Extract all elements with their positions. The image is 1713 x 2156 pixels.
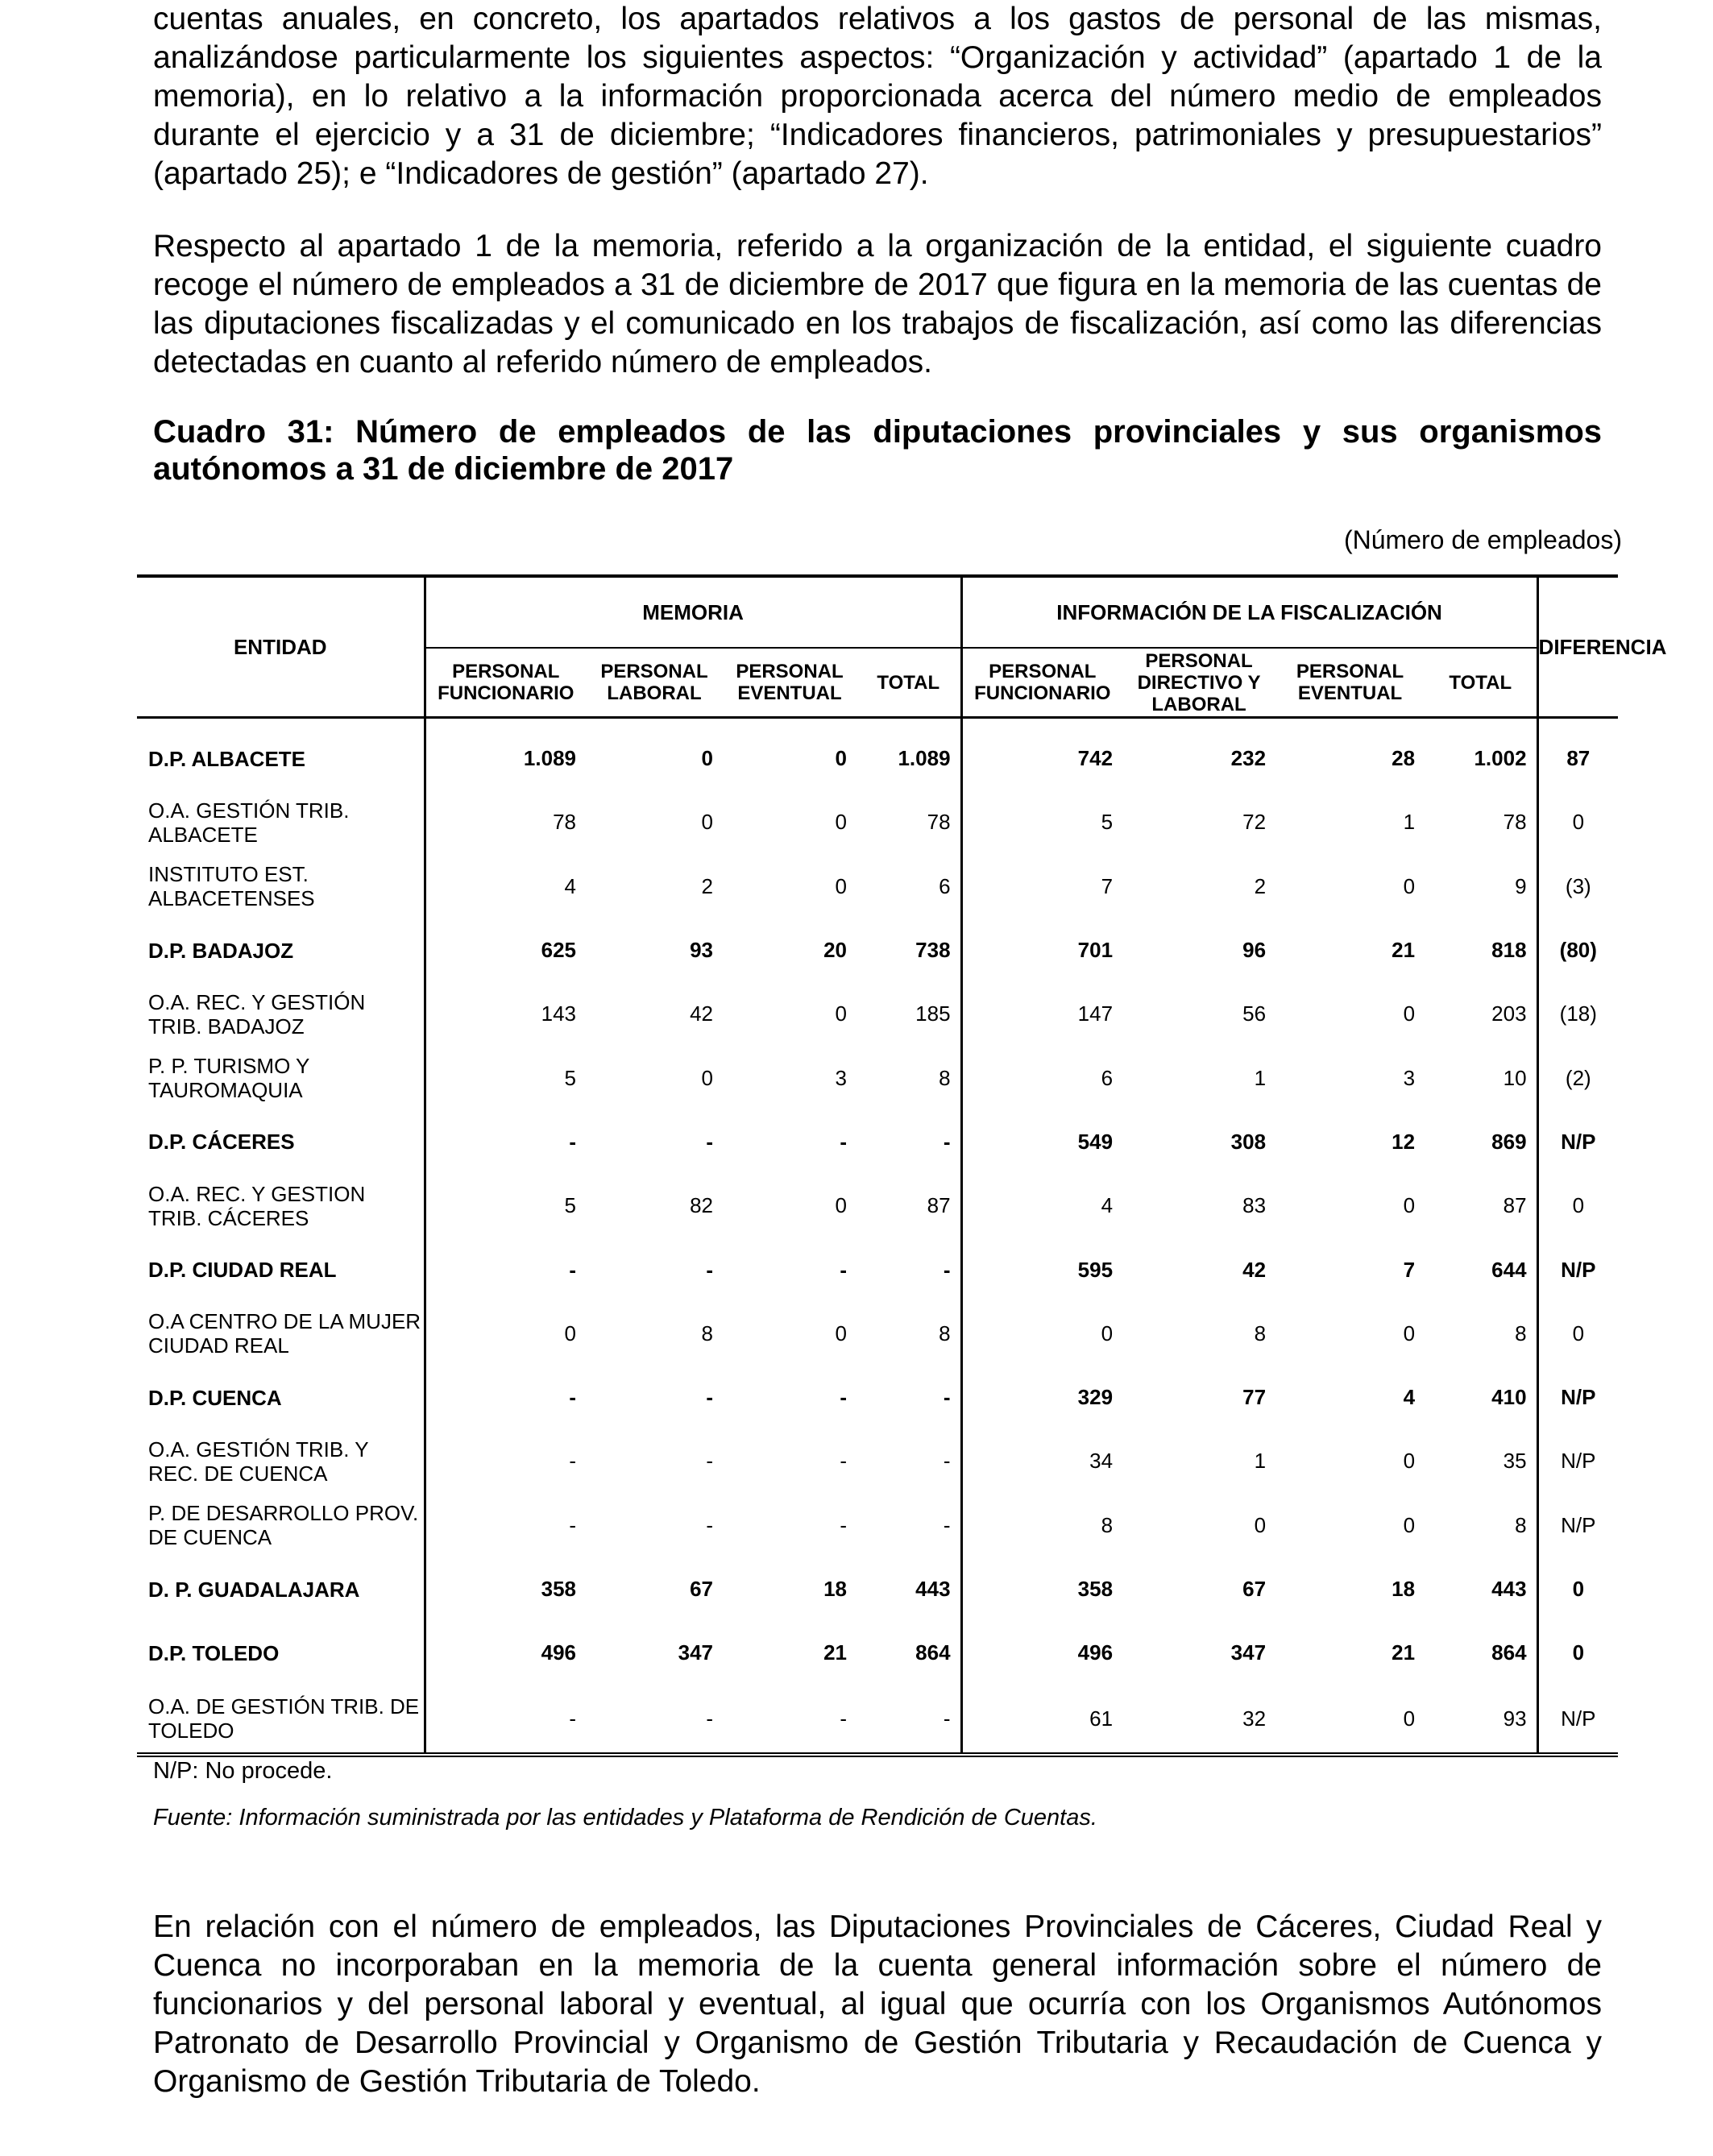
table-row (137, 918, 1618, 982)
cell-mem-laboral: 0 (701, 810, 713, 835)
cell-mem-eventual: - (840, 1512, 847, 1537)
cell-mem-laboral: - (706, 1129, 713, 1154)
cell-fis-funcionario: 595 (961, 1238, 1122, 1301)
cell-mem-total: 6 (939, 873, 951, 898)
cell-fis-funcionario: 329 (961, 1366, 1122, 1429)
np-note: N/P: No procede. (153, 1758, 333, 1784)
cell-diferencia: 0 (1537, 1174, 1618, 1238)
cell-mem-funcionario: 4 (425, 855, 586, 918)
cell-mem-funcionario: - (425, 1429, 586, 1493)
cell-fis-funcionario: 358 (961, 1557, 1122, 1621)
cell-fis-eventual: 4 (1403, 1385, 1416, 1410)
cell-diferencia: N/P (1537, 1110, 1618, 1174)
cell-fis-funcionario: 7 (961, 855, 1122, 918)
cell-fis-total: 9 (1515, 873, 1527, 898)
cell-fis-funcionario: 5 (961, 790, 1122, 854)
cell-fis-total: 1.002 (1474, 746, 1527, 771)
cell-fis-eventual: 12 (1392, 1129, 1416, 1154)
cell-mem-eventual: - (840, 1449, 847, 1474)
cell-mem-total: 443 (915, 1577, 951, 1601)
cell-mem-total: 8 (939, 1321, 951, 1345)
conclusion-paragraph: En relación con el número de empleados, las Diputaciones Provinciales de Cáceres, Ciudad Real y Cuenca no incorporaban en la memoria de la cuenta general información sobre el número de funcionarios y del personal laboral y eventual, al igual que ocurría con los Organismos Autónomos Patronato de Desarrollo Provincial y Organismo de Gestión Tributaria y Recaudación de Cuenca y Organismo de Gestión Tributaria de Toledo. (153, 1909, 1602, 2099)
cell-entidad: O.A CENTRO DE LA MUJER CIUDAD REAL (148, 1309, 421, 1358)
cell-entidad: P. P. TURISMO Y TAUROMAQUIA (148, 1054, 309, 1103)
cell-entidad: D.P. CÁCERES (148, 1130, 295, 1155)
cell-fis-total: 78 (1503, 810, 1527, 835)
cell-mem-funcionario: 496 (425, 1621, 586, 1685)
cell-diferencia: 0 (1537, 1302, 1618, 1366)
cell-mem-laboral: 93 (690, 938, 713, 963)
cell-fis-eventual: 0 (1403, 1193, 1416, 1218)
cell-entidad: D.P. ALBACETE (148, 746, 306, 771)
cell-mem-funcionario: 5 (425, 1046, 586, 1109)
cell-fis-eventual: 3 (1403, 1065, 1416, 1090)
cell-fis-total: 35 (1503, 1449, 1527, 1474)
cell-mem-total: 738 (915, 938, 951, 963)
cell-mem-funcionario: - (425, 1238, 586, 1301)
cell-mem-funcionario: 0 (425, 1302, 586, 1366)
header-mem-funcionario: PERSONAL FUNCIONARIO (425, 648, 586, 718)
cell-fis-eventual: 7 (1403, 1257, 1416, 1282)
cell-fis-directivo-laboral: 42 (1242, 1257, 1267, 1282)
cell-diferencia: N/P (1537, 1494, 1618, 1557)
cell-fis-funcionario: 6 (961, 1046, 1122, 1109)
cell-mem-total: 8 (939, 1065, 951, 1090)
cell-fis-eventual: 0 (1275, 1685, 1425, 1755)
cell-fis-eventual: 1 (1403, 810, 1416, 835)
cell-mem-laboral: 67 (690, 1577, 713, 1601)
cell-mem-eventual: 0 (835, 873, 847, 898)
cell-diferencia: (2) (1537, 1046, 1618, 1109)
header-mem-eventual: PERSONAL EVENTUAL (723, 648, 856, 718)
cell-fis-total: 8 (1515, 1512, 1527, 1537)
cell-mem-funcionario: - (425, 1110, 586, 1174)
table-row (137, 1429, 1618, 1493)
cell-mem-eventual: - (840, 1129, 847, 1154)
table-row (137, 982, 1618, 1046)
cell-mem-eventual: 0 (835, 1321, 847, 1345)
cell-fis-eventual: 0 (1403, 873, 1416, 898)
intro-paragraph: cuentas anuales, en concreto, los apartados relativos a los gastos de personal de las mismas, analizándose particularmente los siguientes aspectos: “Organización y actividad” (apartado 1 de la memoria), en lo relativo a la información proporcionada acerca del número medio de empleados durante el ejercicio y a 31 de diciembre; “Indicadores financieros, patrimoniales y presupuestarios” (apartado 25); e “Indicadores de gestión” (apartado 27). (153, 2, 1602, 191)
table-row (137, 718, 1618, 791)
cell-fis-funcionario: 701 (961, 918, 1122, 982)
table-row (137, 1046, 1618, 1109)
table-body (137, 718, 1618, 1756)
cell-entidad: D. P. GUADALAJARA (148, 1577, 360, 1602)
context-paragraph: Respecto al apartado 1 de la memoria, referido a la organización de la entidad, el siguiente cuadro recoge el número de empleados a 31 de diciembre de 2017 que figura en la memoria de las cuentas de las diputaciones fiscalizadas y el comunicado en los trabajos de fiscalización, así como las diferencias detectadas en cuanto al referido número de empleados. (153, 229, 1602, 379)
cell-mem-funcionario: 78 (425, 790, 586, 854)
cell-diferencia: N/P (1537, 1238, 1618, 1301)
cell-mem-total: 864 (915, 1640, 951, 1665)
cell-fis-funcionario: 0 (961, 1302, 1122, 1366)
cell-fis-funcionario: 61 (961, 1685, 1122, 1755)
table-row (137, 1302, 1618, 1366)
table-row (137, 855, 1618, 918)
table-units: (Número de empleados) (1343, 525, 1622, 554)
cell-mem-laboral: 42 (690, 1001, 713, 1026)
cell-mem-laboral: 0 (701, 746, 713, 771)
cell-entidad: INSTITUTO EST. ALBACETENSES (148, 862, 315, 911)
cell-fis-directivo-laboral: 56 (1242, 1001, 1267, 1026)
cell-entidad: D.P. CIUDAD REAL (148, 1258, 337, 1283)
cell-mem-eventual: 3 (835, 1065, 847, 1090)
cell-mem-laboral: - (586, 1685, 723, 1755)
cell-mem-funcionario: - (425, 1494, 586, 1557)
cell-fis-funcionario: 549 (961, 1110, 1122, 1174)
cell-fis-funcionario: 34 (961, 1429, 1122, 1493)
cell-diferencia: (3) (1537, 855, 1618, 918)
cell-fis-eventual: 21 (1392, 1640, 1416, 1665)
cell-fis-directivo-laboral: 32 (1122, 1685, 1275, 1755)
cell-fis-eventual: 0 (1403, 1449, 1416, 1474)
cell-mem-total: 78 (927, 810, 951, 835)
cell-mem-laboral: 0 (701, 1065, 713, 1090)
cell-mem-eventual: - (723, 1685, 856, 1755)
cell-mem-total: 87 (927, 1193, 951, 1218)
cell-fis-total: 93 (1425, 1685, 1537, 1755)
cell-mem-total: - (943, 1385, 951, 1410)
header-mem-total: TOTAL (856, 648, 961, 718)
cell-diferencia: N/P (1537, 1366, 1618, 1429)
cell-mem-total: - (856, 1685, 961, 1755)
cell-fis-directivo-laboral: 1 (1254, 1065, 1267, 1090)
cell-entidad: D.P. TOLEDO (148, 1640, 280, 1665)
cell-mem-total: - (943, 1449, 951, 1474)
cell-mem-funcionario: - (425, 1685, 586, 1755)
cell-fis-eventual: 21 (1392, 938, 1416, 963)
cell-diferencia: 87 (1537, 718, 1618, 791)
cell-mem-total: 1.089 (898, 746, 951, 771)
cell-fis-funcionario: 147 (961, 982, 1122, 1046)
header-fis-eventual: PERSONAL EVENTUAL (1275, 648, 1425, 718)
cell-entidad: O.A. GESTIÓN TRIB. ALBACETE (148, 798, 350, 847)
cell-mem-laboral: - (706, 1449, 713, 1474)
cell-diferencia: (18) (1537, 982, 1618, 1046)
table-row (137, 1557, 1618, 1621)
cell-mem-eventual: 0 (835, 1193, 847, 1218)
header-fis-directivo-laboral: PERSONAL DIRECTIVO Y LABORAL (1122, 648, 1275, 718)
cell-diferencia: N/P (1537, 1429, 1618, 1493)
cell-fis-directivo-laboral: 8 (1254, 1321, 1267, 1345)
cell-mem-eventual: - (840, 1385, 847, 1410)
table-row (137, 1366, 1618, 1429)
table-row (137, 1621, 1618, 1685)
cell-mem-total: - (943, 1512, 951, 1537)
table-row (137, 1238, 1618, 1301)
table-row (137, 1494, 1618, 1557)
cell-fis-total: 10 (1503, 1065, 1527, 1090)
cell-mem-total: - (943, 1257, 951, 1282)
cell-fis-directivo-laboral: 72 (1242, 810, 1267, 835)
cell-mem-total: - (943, 1129, 951, 1154)
cell-diferencia: 0 (1537, 1621, 1618, 1685)
cell-fis-total: 203 (1491, 1001, 1527, 1026)
cell-mem-laboral: 82 (690, 1193, 713, 1218)
cell-fis-funcionario: 8 (961, 1494, 1122, 1557)
cell-fis-directivo-laboral: 83 (1242, 1193, 1267, 1218)
cell-fis-total: 869 (1491, 1129, 1527, 1154)
cell-fis-directivo-laboral: 0 (1254, 1512, 1267, 1537)
cell-fis-eventual: 0 (1403, 1321, 1416, 1345)
cell-fis-funcionario: 742 (961, 718, 1122, 791)
cell-entidad: O.A. REC. Y GESTIÓN TRIB. BADAJOZ (148, 989, 366, 1039)
table-caption: Cuadro 31: Número de empleados de las diputaciones provinciales y sus organismos autónomos a 31 de diciembre de 2017 (153, 414, 1602, 487)
table-row (137, 1110, 1618, 1174)
table-row (137, 1685, 1618, 1755)
cell-fis-directivo-laboral: 2 (1254, 873, 1267, 898)
cell-entidad: D.P. BADAJOZ (148, 938, 294, 963)
cell-fis-total: 864 (1491, 1640, 1527, 1665)
cell-mem-laboral: 8 (701, 1321, 713, 1345)
header-mem-laboral: PERSONAL LABORAL (586, 648, 723, 718)
cell-mem-eventual: 0 (835, 1001, 847, 1026)
cell-entidad: O.A. DE GESTIÓN TRIB. DE TOLEDO (137, 1685, 425, 1755)
cell-fis-eventual: 0 (1403, 1001, 1416, 1026)
cell-mem-eventual: 0 (835, 746, 847, 771)
cell-fis-eventual: 18 (1392, 1577, 1416, 1601)
cell-mem-eventual: 20 (823, 938, 847, 963)
cell-mem-laboral: - (706, 1385, 713, 1410)
header-diferencia: DIFERENCIA (1537, 576, 1618, 718)
header-fis-total: TOTAL (1425, 648, 1537, 718)
employees-table (137, 574, 1667, 1757)
cell-mem-funcionario: 358 (425, 1557, 586, 1621)
cell-fis-directivo-laboral: 77 (1242, 1385, 1267, 1410)
cell-mem-funcionario: 625 (425, 918, 586, 982)
cell-fis-funcionario: 4 (961, 1174, 1122, 1238)
cell-entidad: O.A. REC. Y GESTION TRIB. CÁCERES (148, 1181, 366, 1230)
cell-diferencia: 0 (1537, 1557, 1618, 1621)
cell-mem-funcionario: 5 (425, 1174, 586, 1238)
table-row (137, 1174, 1618, 1238)
cell-entidad: P. DE DESARROLLO PROV. DE CUENCA (148, 1501, 419, 1550)
cell-fis-eventual: 0 (1403, 1512, 1416, 1537)
cell-mem-laboral: - (706, 1257, 713, 1282)
cell-fis-total: 443 (1491, 1577, 1527, 1601)
cell-mem-eventual: - (840, 1257, 847, 1282)
cell-fis-directivo-laboral: 347 (1230, 1640, 1267, 1665)
cell-mem-eventual: 21 (823, 1640, 847, 1665)
cell-entidad: D.P. CUENCA (148, 1385, 282, 1410)
cell-mem-laboral: 347 (678, 1640, 713, 1665)
cell-mem-total: 185 (915, 1001, 951, 1026)
table-row (137, 790, 1618, 854)
cell-fis-total: 410 (1491, 1385, 1527, 1410)
source-note: Fuente: Información suministrada por las entidades y Plataforma de Rendición de Cuentas. (153, 1805, 1097, 1831)
cell-fis-total: 644 (1491, 1257, 1527, 1282)
cell-diferencia: 0 (1537, 790, 1618, 854)
cell-fis-directivo-laboral: 232 (1230, 746, 1267, 771)
cell-mem-funcionario: - (425, 1366, 586, 1429)
cell-fis-total: 87 (1503, 1193, 1527, 1218)
table-header (137, 576, 1667, 718)
cell-mem-laboral: 2 (701, 873, 713, 898)
cell-fis-total: 8 (1515, 1321, 1527, 1345)
cell-entidad: O.A. GESTIÓN TRIB. Y REC. DE CUENCA (148, 1437, 369, 1486)
cell-diferencia: N/P (1537, 1685, 1618, 1755)
cell-fis-directivo-laboral: 1 (1254, 1449, 1267, 1474)
cell-fis-funcionario: 496 (961, 1621, 1122, 1685)
cell-mem-funcionario: 1.089 (425, 718, 586, 791)
cell-fis-eventual: 28 (1392, 746, 1416, 771)
header-fiscalizacion: INFORMACIÓN DE LA FISCALIZACIÓN (961, 576, 1537, 648)
header-entidad: ENTIDAD (137, 576, 425, 718)
cell-fis-total: 818 (1491, 938, 1527, 963)
cell-mem-funcionario: 143 (425, 982, 586, 1046)
cell-fis-directivo-laboral: 67 (1242, 1577, 1267, 1601)
cell-fis-directivo-laboral: 96 (1242, 938, 1267, 963)
header-fis-funcionario: PERSONAL FUNCIONARIO (961, 648, 1122, 718)
cell-mem-laboral: - (706, 1512, 713, 1537)
header-memoria: MEMORIA (425, 576, 961, 648)
cell-diferencia: (80) (1537, 918, 1618, 982)
cell-mem-eventual: 0 (835, 810, 847, 835)
cell-fis-directivo-laboral: 308 (1230, 1129, 1267, 1154)
cell-mem-eventual: 18 (823, 1577, 847, 1601)
